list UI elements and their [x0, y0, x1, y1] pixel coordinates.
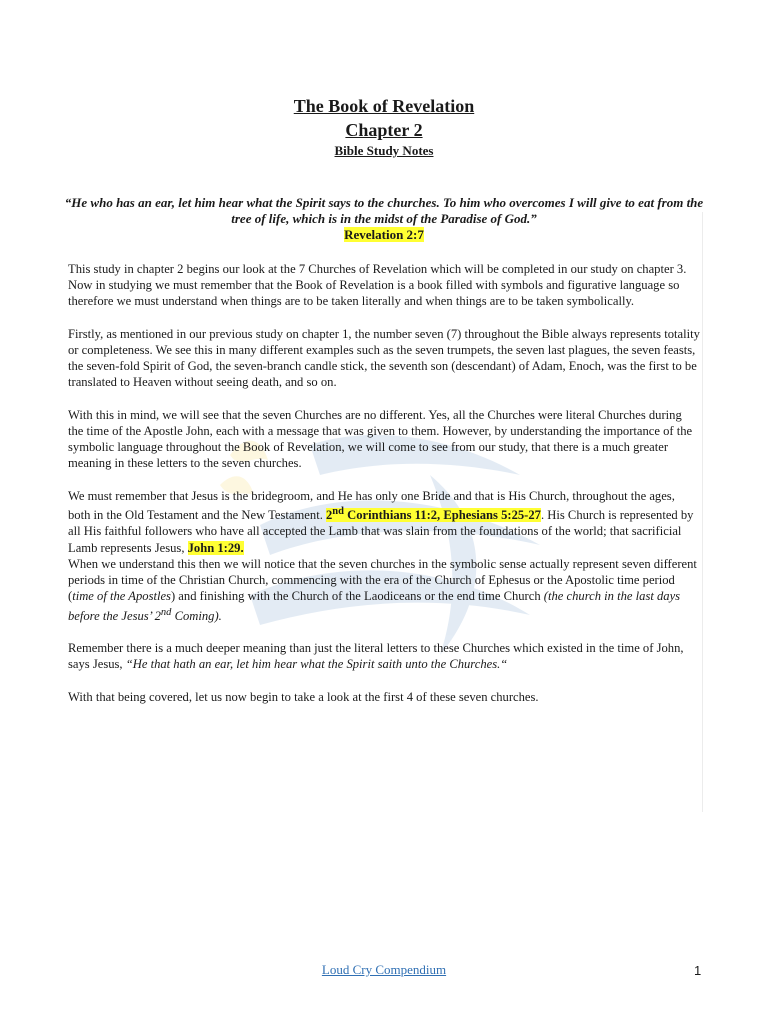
paragraph-closing: With that being covered, let us now begin to take a look at the first 4 of these seven churches. [68, 689, 539, 704]
document-subtitle: Bible Study Notes [334, 143, 434, 158]
document-title: The Book of Revelation [293, 96, 475, 116]
paragraph-intro: This study in chapter 2 begins our look at the 7 Churches of Revelation which will be completed in our study on chapter 3. [68, 262, 687, 276]
paragraph-seven-churches: With this in mind, we will see that the seven Churches are no different. Yes, all the Churches were literal Churches during the time of the Apostle John, each with a message that was given to them. However, by understanding the importance of the symbolic language throughout the Book of Revelation, we will come to see from our study, that there is a much greater meaning in these letters to the seven churches. [68, 407, 693, 471]
reference-corinthians-ephesians: 2nd Corinthians 11:2, Ephesians 5:25-27 [326, 506, 541, 523]
paragraph-deeper-meaning: Remember there is a much deeper meaning than just the literal letters to these Churches which existed in the time of John, says Jesus, “He that hath an ear, let him hear what the Spirit saith unto the Churches.“ [68, 640, 684, 672]
paragraph-symbols: Now in studying we must remember that the Book of Revelation is a book filled with symbols and figurative language so therefore we must understand when things are to be taken literally and when things are to be taken symbolically. [68, 278, 680, 309]
reference-john: John 1:29. [187, 540, 244, 555]
footer-link[interactable]: Loud Cry Compendium [321, 962, 447, 977]
paragraph-bride: We must remember that Jesus is the bridegroom, and He has only one Bride and that is His Church, throughout the ages, both in the Old Testament and the New Testament. 2nd Corinthians 11:2, Ephesians 5:25-27. His Church is represented by all His faithful followers who have all accepted the Lamb that was slain from the foundations of the world; that sacrificial Lamb represents Jesus, John 1:29. [68, 488, 694, 555]
body-text [68, 261, 700, 721]
scripture-quote-reference: Revelation 2:7 [344, 227, 424, 242]
chapter-heading: Chapter 2 [345, 120, 423, 140]
page-number: 1 [694, 963, 702, 978]
margin-rule [702, 212, 703, 812]
paragraph-periods: When we understand this then we will notice that the seven churches in the symbolic sense actually represent seven different periods in time of the Christian Church, commencing with the era of the Church of Ephesus or the Apostolic time period (time of the Apostles) and finishing with the Church of the Laodiceans or the end time Church (the church in the last days before the Jesus’ 2nd Coming). [68, 556, 697, 623]
paragraph-number-seven: Firstly, as mentioned in our previous study on chapter 1, the number seven (7) throughout the Bible always represents totality or completeness. We see this in many different examples such as the seven trumpets, the seven last plagues, the seven feasts, the seven-fold Spirit of God, the seven-branch candle stick, the seventh son (descendant) of Adam, Enoch, was the first to be translated to Heaven without seeing death, and so on. [68, 326, 700, 390]
scripture-quote: “He who has an ear, let him hear what the Spirit says to the churches. To him who overcomes I will give to eat from the tree of life, which is in the midst of the Paradise of God.” [64, 195, 704, 226]
